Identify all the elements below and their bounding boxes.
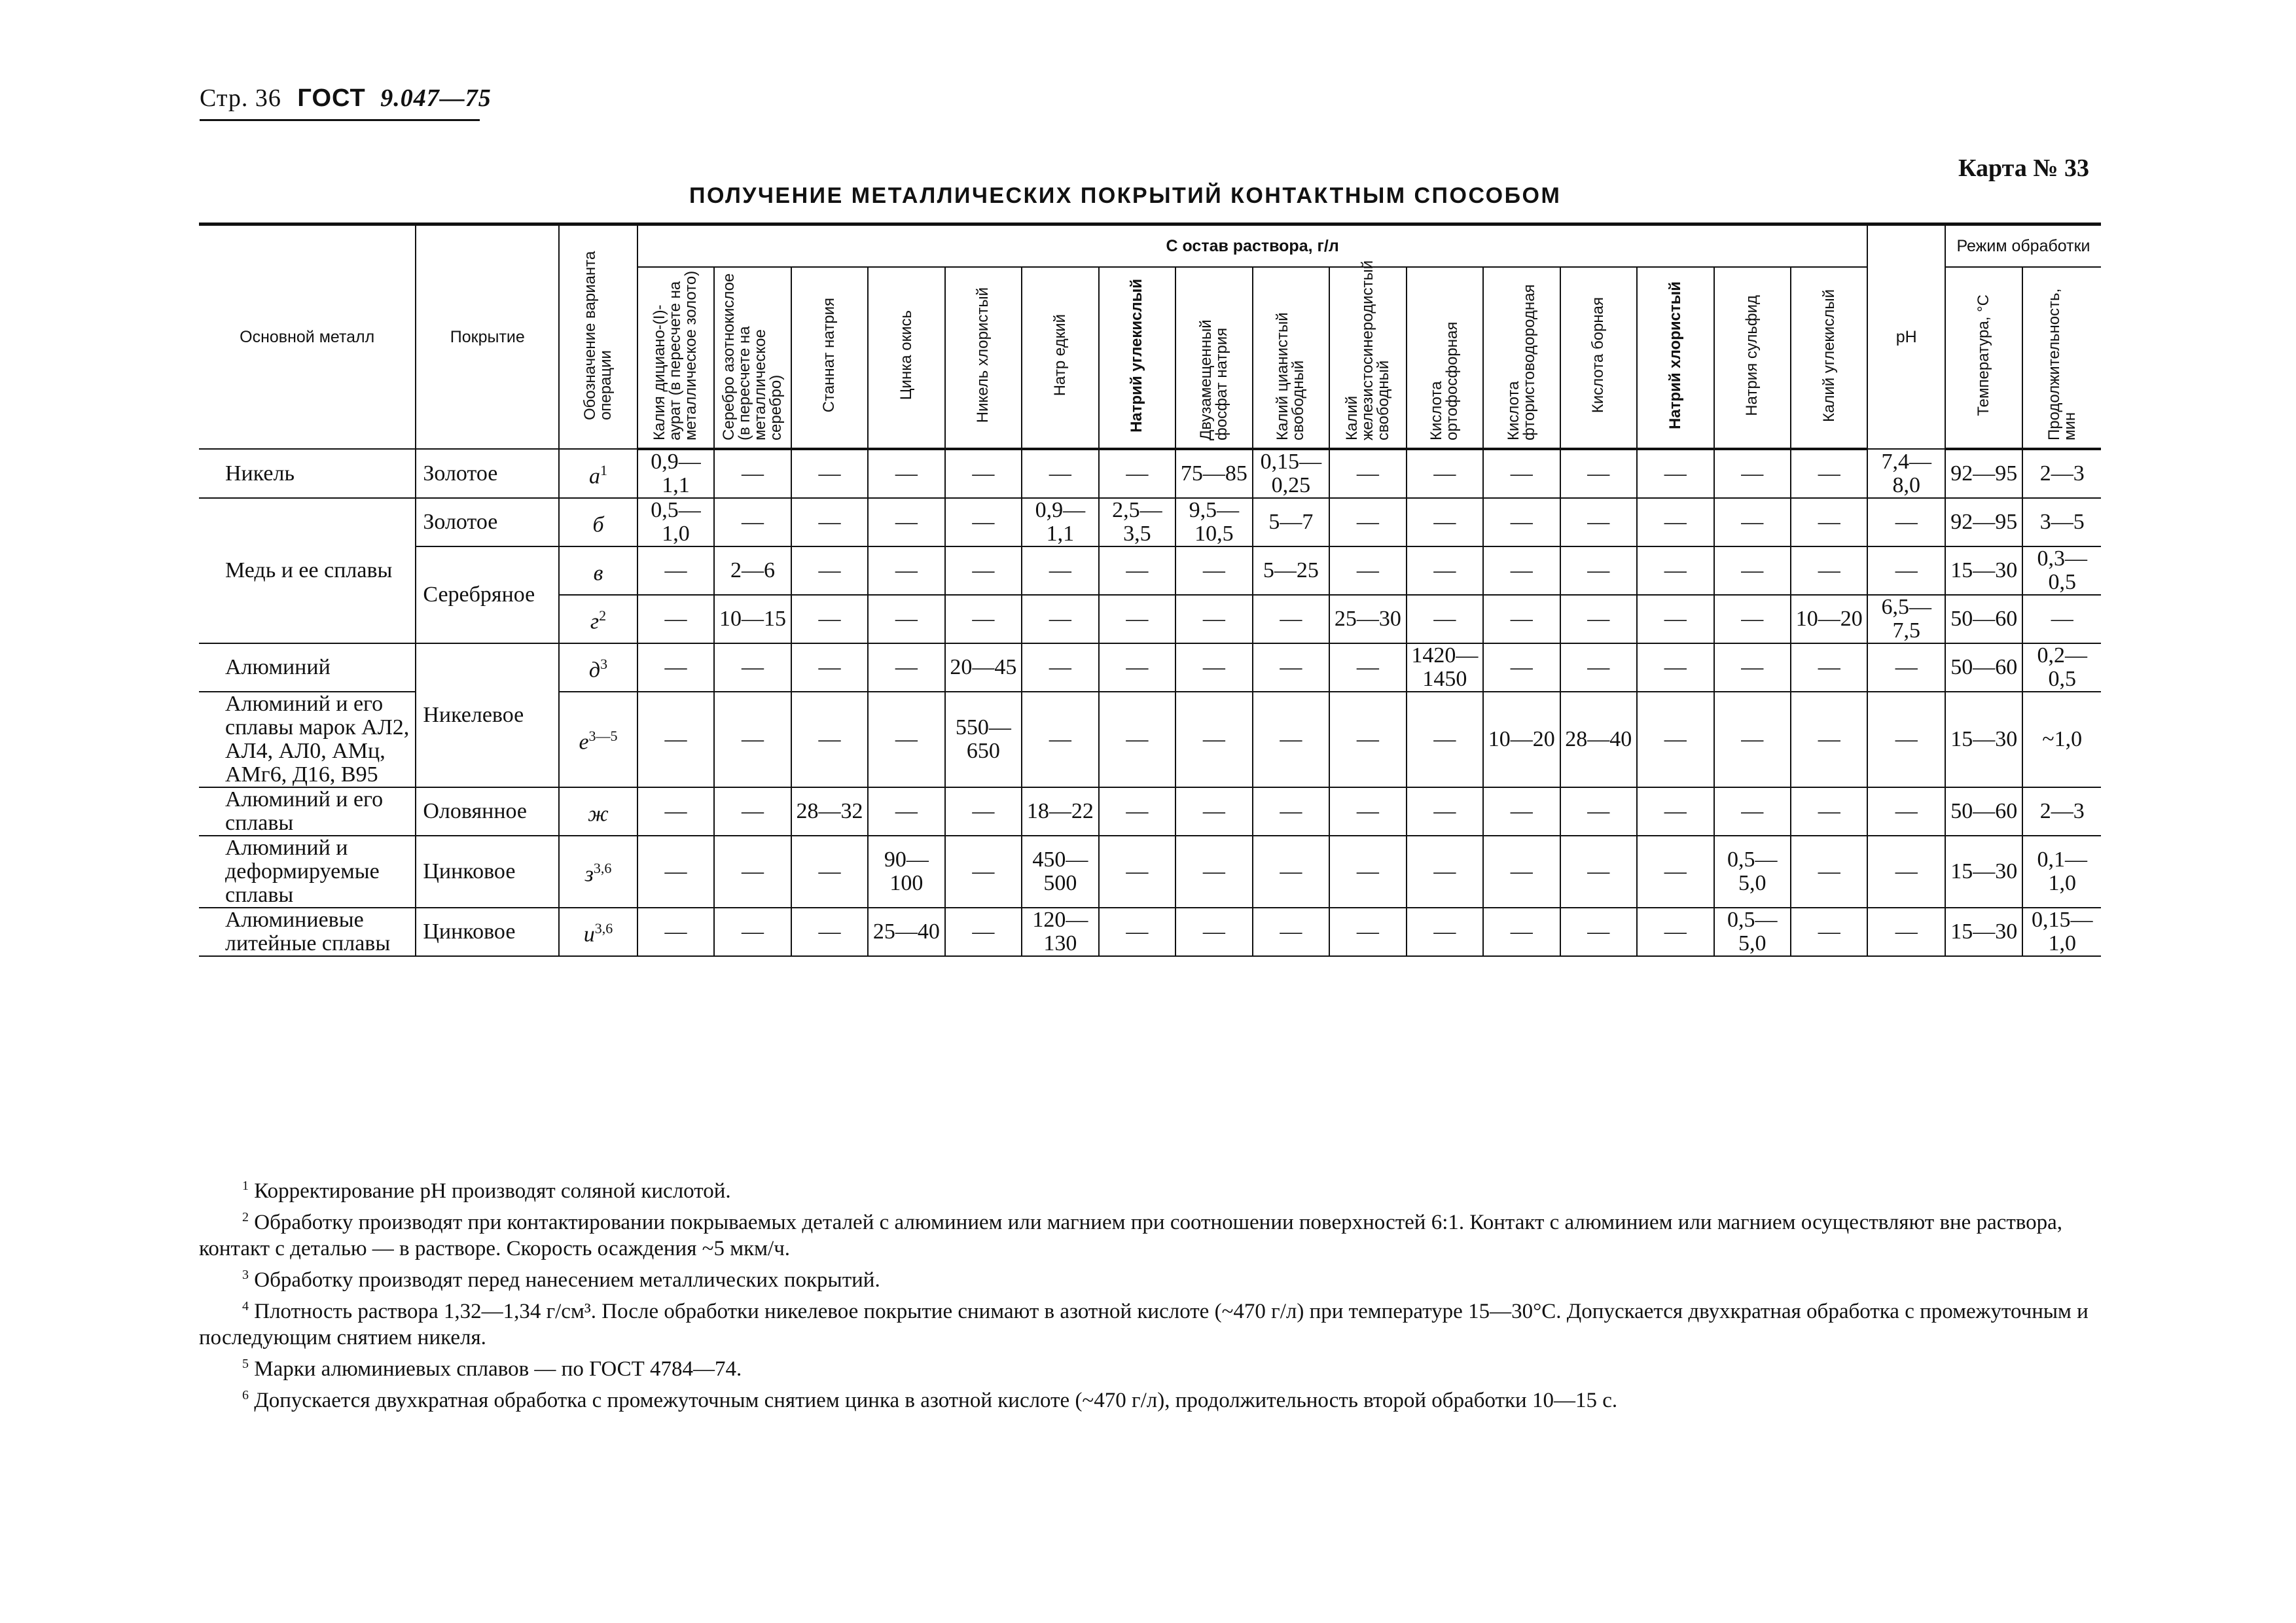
page-number: Стр. 36 (200, 84, 281, 112)
cell-value: 0,5—5,0 (1714, 908, 1791, 956)
cell-value: 550—650 (945, 692, 1022, 787)
footnote: $^2$ Обработку производят при контактировании покрываемых деталей с алюминием или магнием при соотношении поверхностей 6:1. Контакт с алюминием или магнием осуществляют вне раствора, контакт с деталью — в растворе. Скорость осаждения ~5 мкм/ч. (199, 1210, 2063, 1260)
cell-value: — (1099, 595, 1175, 643)
cell-operation: ж (559, 787, 637, 836)
cell-value: — (868, 449, 944, 498)
footnote: $^1$ Корректирование рН производят соляной кислотой. (242, 1179, 731, 1203)
cell-value: 90—100 (868, 836, 944, 908)
cell-value: — (714, 836, 791, 908)
header-component: Кислота фтористоводородная (1483, 267, 1560, 449)
cell-value: — (1714, 498, 1791, 546)
cell-temp: 15—30 (1945, 908, 2022, 956)
cell-value: 25—30 (1329, 595, 1406, 643)
cell-operation: $а^1$ (559, 449, 637, 498)
cell-coating: Серебряное (416, 546, 559, 643)
header-rule (200, 119, 480, 121)
cell-value: — (1407, 595, 1483, 643)
cell-value: — (868, 498, 944, 546)
header-component: Цинка окись (868, 267, 944, 449)
cell-time: 0,3—0,5 (2022, 546, 2101, 595)
cell-value: — (1791, 836, 1867, 908)
cell-value: — (791, 498, 868, 546)
header-composition: С остав раствора, г/л (637, 224, 1868, 268)
cell-time: 0,2—0,5 (2022, 643, 2101, 692)
cell-value: — (1407, 546, 1483, 595)
cell-value: — (1407, 908, 1483, 956)
cell-value: 0,5—1,0 (637, 498, 714, 546)
cell-value: 25—40 (868, 908, 944, 956)
cell-value: — (1099, 908, 1175, 956)
cell-value: — (637, 908, 714, 956)
cell-value: — (1175, 692, 1252, 787)
cell-value: — (1407, 787, 1483, 836)
cell-coating: Оловянное (416, 787, 559, 836)
cell-operation: $д^3$ (559, 643, 637, 692)
cell-ph: — (1867, 836, 1945, 908)
cell-value: — (1483, 643, 1560, 692)
header-component: Кислота ортофосфорная (1407, 267, 1483, 449)
cell-value: — (945, 836, 1022, 908)
table-row (199, 643, 2101, 692)
cell-base-metal: Алюминий и его сплавы марок АЛ2, АЛ4, АЛ0, АМц, АМг6, Д16, В95 (199, 692, 416, 787)
cell-value: — (868, 546, 944, 595)
cell-value: — (1560, 449, 1637, 498)
cell-value: 10—20 (1483, 692, 1560, 787)
cell-value: 20—45 (945, 643, 1022, 692)
cell-value: — (637, 595, 714, 643)
cell-value: 0,9—1,1 (637, 449, 714, 498)
cell-temp: 50—60 (1945, 787, 2022, 836)
cell-time: 2—3 (2022, 787, 2101, 836)
cell-value: 75—85 (1175, 449, 1252, 498)
cell-value: — (1253, 787, 1329, 836)
cell-value: — (1329, 498, 1406, 546)
cell-time: 0,1—1,0 (2022, 836, 2101, 908)
cell-time: 3—5 (2022, 498, 2101, 546)
table-row (199, 546, 2101, 595)
cell-value: 0,15—0,25 (1253, 449, 1329, 498)
cell-ph: — (1867, 908, 1945, 956)
cell-value: — (714, 908, 791, 956)
header-operation: Обозначение варианта операции (559, 224, 637, 450)
cell-value: — (1329, 643, 1406, 692)
cell-value: — (1791, 498, 1867, 546)
cell-value: — (1637, 595, 1713, 643)
cell-value: 9,5—10,5 (1175, 498, 1252, 546)
cell-value: — (1714, 595, 1791, 643)
cell-value: — (1175, 643, 1252, 692)
cell-value: — (1253, 643, 1329, 692)
cell-value: — (1637, 908, 1713, 956)
cell-coating: Цинковое (416, 836, 559, 908)
header-component: Калия дициано-(I)-аурат (в пересчете на металлическое золото) (637, 267, 714, 449)
cell-value: 5—25 (1253, 546, 1329, 595)
cell-base-metal: Алюминий и деформируемые сплавы (199, 836, 416, 908)
cell-value: — (1560, 908, 1637, 956)
cell-value: — (1407, 836, 1483, 908)
cell-value: 2—6 (714, 546, 791, 595)
cell-value: — (1099, 692, 1175, 787)
cell-value: — (1560, 595, 1637, 643)
cell-value: — (1637, 787, 1713, 836)
cell-value: — (1099, 546, 1175, 595)
cell-operation: $е^{3—5}$ (559, 692, 637, 787)
cell-value: — (791, 643, 868, 692)
cell-value: 18—22 (1022, 787, 1098, 836)
cell-value: — (945, 449, 1022, 498)
cell-value: — (1483, 498, 1560, 546)
cell-time: ~1,0 (2022, 692, 2101, 787)
table-row (199, 498, 2101, 546)
cell-operation: б (559, 498, 637, 546)
card-number: Карта № 33 (1958, 154, 2090, 182)
cell-value: — (1560, 836, 1637, 908)
cell-value: — (868, 595, 944, 643)
page-title: ПОЛУЧЕНИЕ МЕТАЛЛИЧЕСКИХ ПОКРЫТИЙ КОНТАКТНЫМ СПОСОБОМ (689, 183, 1562, 208)
cell-value: — (637, 836, 714, 908)
cell-value: — (1791, 546, 1867, 595)
cell-temp: 50—60 (1945, 595, 2022, 643)
cell-value: — (1022, 449, 1098, 498)
cell-value: — (1099, 836, 1175, 908)
footnotes (199, 1173, 2101, 1414)
cell-ph: — (1867, 498, 1945, 546)
cell-time: 0,15—1,0 (2022, 908, 2101, 956)
cell-value: 120—130 (1022, 908, 1098, 956)
cell-value: — (1329, 836, 1406, 908)
cell-coating: Цинковое (416, 908, 559, 956)
cell-temp: 92—95 (1945, 498, 2022, 546)
cell-value: — (1637, 836, 1713, 908)
cell-value: 28—32 (791, 787, 868, 836)
cell-value: — (714, 643, 791, 692)
page-header (200, 84, 492, 113)
cell-value: — (1329, 449, 1406, 498)
cell-value: — (1175, 787, 1252, 836)
cell-value: — (1329, 787, 1406, 836)
cell-temp: 15—30 (1945, 836, 2022, 908)
cell-value: — (868, 643, 944, 692)
cell-value: — (1483, 908, 1560, 956)
cell-value: — (945, 595, 1022, 643)
table-row (199, 449, 2101, 498)
cell-coating: Никелевое (416, 643, 559, 787)
cell-value: — (1253, 595, 1329, 643)
cell-value: — (1714, 643, 1791, 692)
cell-value: — (1483, 787, 1560, 836)
header-component: Станнат натрия (791, 267, 868, 449)
cell-value: 5—7 (1253, 498, 1329, 546)
cell-value: — (1637, 498, 1713, 546)
cell-value: — (1022, 692, 1098, 787)
cell-value: — (1483, 449, 1560, 498)
header-coating: Покрытие (416, 224, 559, 450)
cell-value: — (1175, 836, 1252, 908)
cell-temp: 92—95 (1945, 449, 2022, 498)
cell-value: 10—20 (1791, 595, 1867, 643)
header-component: Натрия сульфид (1714, 267, 1791, 449)
cell-value: — (1253, 836, 1329, 908)
cell-coating: Золотое (416, 449, 559, 498)
cell-value: — (868, 787, 944, 836)
cell-time: 2—3 (2022, 449, 2101, 498)
cell-value: — (1791, 692, 1867, 787)
header-component: Двузамещенный фосфат натрия (1175, 267, 1252, 449)
header-duration: Продолжительность, мин (2022, 267, 2101, 449)
cell-value: — (1560, 787, 1637, 836)
table-body (199, 449, 2101, 956)
cell-base-metal: Алюминий и его сплавы (199, 787, 416, 836)
cell-value: 1420—1450 (1407, 643, 1483, 692)
cell-value: — (1483, 595, 1560, 643)
cell-value: — (1791, 908, 1867, 956)
table-row (199, 908, 2101, 956)
table-row (199, 787, 2101, 836)
cell-value: — (1560, 546, 1637, 595)
cell-value: — (1407, 498, 1483, 546)
cell-operation: в (559, 546, 637, 595)
cell-value: — (637, 692, 714, 787)
header-component: Натрий хлористый (1637, 267, 1713, 449)
cell-value: — (1099, 449, 1175, 498)
cell-value: — (1329, 908, 1406, 956)
cell-value: 450—500 (1022, 836, 1098, 908)
cell-value: 10—15 (714, 595, 791, 643)
cell-value: — (945, 787, 1022, 836)
cell-value: — (1253, 692, 1329, 787)
cell-value: — (1175, 546, 1252, 595)
cell-value: — (1329, 692, 1406, 787)
cell-operation: $г^2$ (559, 595, 637, 643)
cell-operation: $и^{3,6}$ (559, 908, 637, 956)
cell-value: — (1791, 643, 1867, 692)
cell-temp: 15—30 (1945, 546, 2022, 595)
header-component: Натр едкий (1022, 267, 1098, 449)
cell-ph: 7,4—8,0 (1867, 449, 1945, 498)
cell-value: — (714, 787, 791, 836)
cell-value: — (1714, 449, 1791, 498)
cell-value: — (1791, 787, 1867, 836)
header-component: Калий железистосинеродистый свободный (1329, 267, 1406, 449)
cell-base-metal: Алюминиевые литейные сплавы (199, 908, 416, 956)
cell-temp: 15—30 (1945, 692, 2022, 787)
cell-value: — (1637, 449, 1713, 498)
cell-ph: — (1867, 643, 1945, 692)
cell-value: — (714, 692, 791, 787)
cell-operation: $з^{3,6}$ (559, 836, 637, 908)
cell-value: — (1637, 692, 1713, 787)
cell-value: 28—40 (1560, 692, 1637, 787)
cell-value: — (1560, 498, 1637, 546)
cell-value: — (1175, 595, 1252, 643)
cell-ph: 6,5—7,5 (1867, 595, 1945, 643)
cell-value: — (791, 908, 868, 956)
cell-value: — (1099, 643, 1175, 692)
cell-value: — (1637, 546, 1713, 595)
cell-value: — (791, 449, 868, 498)
cell-value: — (868, 692, 944, 787)
header-base-metal: Основной металл (199, 224, 416, 450)
cell-value: — (637, 643, 714, 692)
cell-value: — (1483, 836, 1560, 908)
header-ph: рН (1867, 224, 1945, 450)
cell-coating: Золотое (416, 498, 559, 546)
cell-ph: — (1867, 692, 1945, 787)
cell-value: — (1483, 546, 1560, 595)
cell-value: — (1407, 449, 1483, 498)
footnote: $^5$ Марки алюминиевых сплавов — по ГОСТ 4784—74. (242, 1357, 742, 1381)
header-temperature: Температура, °С (1945, 267, 2022, 449)
composition-table (199, 223, 2101, 957)
header-component: Кислота борная (1560, 267, 1637, 449)
cell-value: — (1253, 908, 1329, 956)
cell-value: — (1637, 643, 1713, 692)
cell-value: — (1329, 546, 1406, 595)
cell-value: — (714, 498, 791, 546)
cell-value: 2,5—3,5 (1099, 498, 1175, 546)
cell-value: — (945, 546, 1022, 595)
cell-temp: 50—60 (1945, 643, 2022, 692)
footnote: $^4$ Плотность раствора 1,32—1,34 г/см³. После обработки никелевое покрытие снимают в азотной кислоте (~470 г/л) при температуре 15—30°С. Допускается двухкратная обработка с промежуточным и последующим снятием никеля. (199, 1299, 2089, 1349)
cell-value: — (1714, 546, 1791, 595)
cell-ph: — (1867, 787, 1945, 836)
cell-value: — (1407, 692, 1483, 787)
header-mode: Режим обработки (1945, 224, 2101, 268)
cell-value: — (714, 449, 791, 498)
footnote: $^6$ Допускается двухкратная обработка с промежуточным снятием цинка в азотной кислоте (~470 г/л), продолжительность второй обработки 10—15 с. (242, 1388, 1618, 1412)
cell-value: 0,5—5,0 (1714, 836, 1791, 908)
cell-value: — (1022, 595, 1098, 643)
cell-value: — (945, 908, 1022, 956)
cell-base-metal: Алюминий (199, 643, 416, 692)
header-component: Никель хлористый (945, 267, 1022, 449)
cell-value: — (1560, 643, 1637, 692)
cell-value: — (791, 692, 868, 787)
cell-base-metal: Медь и ее сплавы (199, 498, 416, 643)
cell-value: — (1791, 449, 1867, 498)
table-row (199, 836, 2101, 908)
header-component: Серебро азотнокислое (в пересчете на металлическое серебро) (714, 267, 791, 449)
cell-value: — (1099, 787, 1175, 836)
cell-value: — (791, 836, 868, 908)
cell-value: — (1175, 908, 1252, 956)
gost-number: 9.047—75 (380, 84, 492, 112)
cell-value: — (1714, 787, 1791, 836)
cell-value: — (637, 546, 714, 595)
header-component: Калий углекислый (1791, 267, 1867, 449)
cell-value: — (637, 787, 714, 836)
cell-value: 0,9—1,1 (1022, 498, 1098, 546)
header-component: Натрий углекислый (1099, 267, 1175, 449)
cell-value: — (1022, 546, 1098, 595)
cell-value: — (945, 498, 1022, 546)
cell-value: — (791, 546, 868, 595)
cell-value: — (1714, 692, 1791, 787)
footnote: $^3$ Обработку производят перед нанесением металлических покрытий. (242, 1268, 880, 1292)
cell-time: — (2022, 595, 2101, 643)
cell-base-metal: Никель (199, 449, 416, 498)
cell-value: — (1022, 643, 1098, 692)
cell-ph: — (1867, 546, 1945, 595)
header-component: Калий цианистый свободный (1253, 267, 1329, 449)
cell-value: — (791, 595, 868, 643)
gost-label: ГОСТ (297, 84, 366, 112)
